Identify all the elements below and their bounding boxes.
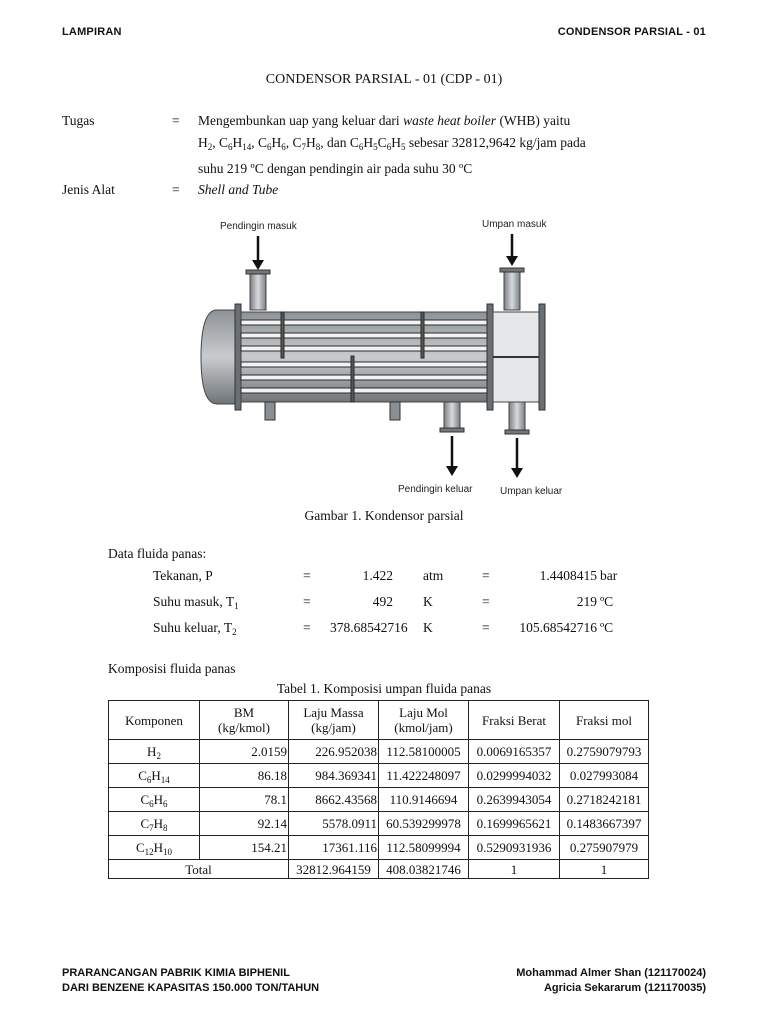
tugas-eq: = <box>172 113 180 128</box>
row-value-2: 105.68542716 <box>519 620 597 635</box>
row-unit-1: atm <box>423 568 444 583</box>
cell-fraksi-mol: 0.2718242181 <box>560 788 649 812</box>
tugas-text-3: suhu 219 ºC dengan pendingin air pada suhu 30 ºC <box>198 161 473 176</box>
data-fluida-row <box>0 568 768 588</box>
cell-total-label: Total <box>109 860 289 879</box>
cell-laju-massa: 984.369341 <box>289 764 379 788</box>
footer-right-line1: Mohammad Almer Shan (121170024) <box>516 967 706 979</box>
cell-laju-mol: 112.58099994 <box>379 836 469 860</box>
jenis-alat-eq: = <box>172 182 180 197</box>
cell-total-mol: 408.03821746 <box>379 860 469 879</box>
cell-laju-mol: 112.58100005 <box>379 740 469 764</box>
jenis-alat-label: Jenis Alat <box>62 182 115 197</box>
cell-laju-mol: 11.422248097 <box>379 764 469 788</box>
cell-komponen: $C_{12}H_{10}$ <box>109 836 200 860</box>
nozzle-pendingin-keluar <box>440 402 464 432</box>
label-umpan-masuk: Umpan masuk <box>482 219 547 230</box>
jenis-alat-value: Shell and Tube <box>198 182 279 197</box>
table-header-row <box>109 701 649 740</box>
figure-caption: Gambar 1. Kondensor parsial <box>304 508 464 523</box>
header-right: CONDENSOR PARSIAL - 01 <box>557 26 706 38</box>
page-title: CONDENSOR PARSIAL - 01 (CDP - 01) <box>265 72 503 87</box>
supports <box>265 402 400 420</box>
table-row <box>109 788 649 812</box>
cell-bm: 154.21 <box>200 836 289 860</box>
cell-fraksi-berat: 0.0069165357 <box>469 740 560 764</box>
label-umpan-keluar: Umpan keluar <box>500 486 563 497</box>
cell-bm: 78.1 <box>200 788 289 812</box>
table-caption: Tabel 1. Komposisi umpan fluida panas <box>276 681 492 696</box>
row-value-2: 1.4408415 <box>539 568 597 583</box>
row-eq: = <box>303 594 311 609</box>
arrow-umpan-masuk <box>506 234 518 266</box>
cell-total-fraksi-mol: 1 <box>560 860 649 879</box>
cell-komponen: $C_6H_6$ <box>109 788 200 812</box>
footer-left <box>62 966 319 996</box>
cell-laju-massa: 17361.116 <box>289 836 379 860</box>
data-fluida-row <box>0 594 768 614</box>
row-eq-2: = <box>482 620 490 635</box>
row-unit-1: K <box>423 594 433 609</box>
row-eq: = <box>303 568 311 583</box>
footer-left-line1: PRARANCANGAN PABRIK KIMIA BIPHENIL <box>62 967 290 979</box>
label-pendingin-keluar: Pendingin keluar <box>398 484 473 495</box>
tugas-text-1: Mengembunkan uap yang keluar dari waste heat boiler (WHB) yaitu <box>198 113 571 128</box>
tugas-text-2: $H_2$, $C_6H_{14}$, $C_6H_6$, $C_7H_8$, dan $C_6H_5C_6H_5$ sebesar 32812,9642 kg/jam pada <box>198 135 586 152</box>
nozzle-umpan-masuk <box>500 268 524 310</box>
row-unit-1: K <box>423 620 433 635</box>
cell-laju-mol: 110.9146694 <box>379 788 469 812</box>
row-eq: = <box>303 620 311 635</box>
tugas-label: Tugas <box>62 113 95 128</box>
arrow-pendingin-keluar <box>446 436 458 476</box>
footer-right <box>516 966 706 996</box>
table-row <box>109 764 649 788</box>
table-row <box>109 812 649 836</box>
col-laju-massa: Laju Massa (kg/jam) <box>289 701 379 740</box>
cell-fraksi-berat: 0.1699965621 <box>469 812 560 836</box>
row-value-1: 1.422 <box>362 568 393 583</box>
cell-fraksi-mol: 0.027993084 <box>560 764 649 788</box>
table-row <box>109 740 649 764</box>
cell-total-fraksi-berat: 1 <box>469 860 560 879</box>
cell-laju-massa: 5578.0911 <box>289 812 379 836</box>
row-unit-2: bar <box>600 568 618 583</box>
cell-fraksi-berat: 0.5290931936 <box>469 836 560 860</box>
cell-fraksi-berat: 0.2639943054 <box>469 788 560 812</box>
row-label: Suhu keluar, $T_2$ <box>153 620 237 637</box>
cell-bm: 2.0159 <box>200 740 289 764</box>
label-pendingin-masuk: Pendingin masuk <box>220 221 297 232</box>
cell-komponen: $H_2$ <box>109 740 200 764</box>
col-bm: BM (kg/kmol) <box>200 701 289 740</box>
row-unit-2: ºC <box>600 620 614 635</box>
cell-komponen: $C_7H_8$ <box>109 812 200 836</box>
condenser-diagram <box>195 212 575 502</box>
row-unit-2: ºC <box>600 594 614 609</box>
row-value-2: 219 <box>576 594 597 609</box>
cell-laju-massa: 226.952038 <box>289 740 379 764</box>
footer-left-line2: DARI BENZENE KAPASITAS 150.000 TON/TAHUN <box>62 982 320 994</box>
composition-table <box>108 700 649 879</box>
table-row <box>109 836 649 860</box>
header-left: LAMPIRAN <box>62 26 122 38</box>
row-eq-2: = <box>482 568 490 583</box>
cell-laju-mol: 60.539299978 <box>379 812 469 836</box>
col-komponen: Komponen <box>109 701 200 740</box>
cell-laju-massa: 8662.43568 <box>289 788 379 812</box>
cell-fraksi-mol: 0.1483667397 <box>560 812 649 836</box>
col-fraksi-berat: Fraksi Berat <box>469 701 560 740</box>
cell-bm: 92.14 <box>200 812 289 836</box>
row-eq-2: = <box>482 594 490 609</box>
komposisi-heading: Komposisi fluida panas <box>108 661 236 676</box>
cell-total-massa: 32812.964159 <box>289 860 379 879</box>
col-fraksi-mol: Fraksi mol <box>560 701 649 740</box>
arrow-pendingin-masuk <box>252 236 264 270</box>
cell-komponen: $C_6H_{14}$ <box>109 764 200 788</box>
cell-fraksi-mol: 0.2759079793 <box>560 740 649 764</box>
table-total-row <box>109 860 649 879</box>
cell-fraksi-mol: 0.275907979 <box>560 836 649 860</box>
nozzle-umpan-keluar <box>505 402 529 434</box>
cell-bm: 86.18 <box>200 764 289 788</box>
row-label: Suhu masuk, $T_1$ <box>153 594 239 611</box>
cell-fraksi-berat: 0.0299994032 <box>469 764 560 788</box>
data-fluida-heading: Data fluida panas: <box>108 546 207 561</box>
row-label: Tekanan, P <box>153 568 213 583</box>
col-laju-mol: Laju Mol (kmol/jam) <box>379 701 469 740</box>
row-value-1: 492 <box>372 594 393 609</box>
arrow-umpan-keluar <box>511 438 523 478</box>
data-fluida-row <box>0 620 768 640</box>
row-value-1: 378.68542716 <box>330 620 408 635</box>
nozzle-pendingin-masuk <box>246 270 270 310</box>
footer-right-line2: Agricia Sekararum (121170035) <box>543 982 706 994</box>
